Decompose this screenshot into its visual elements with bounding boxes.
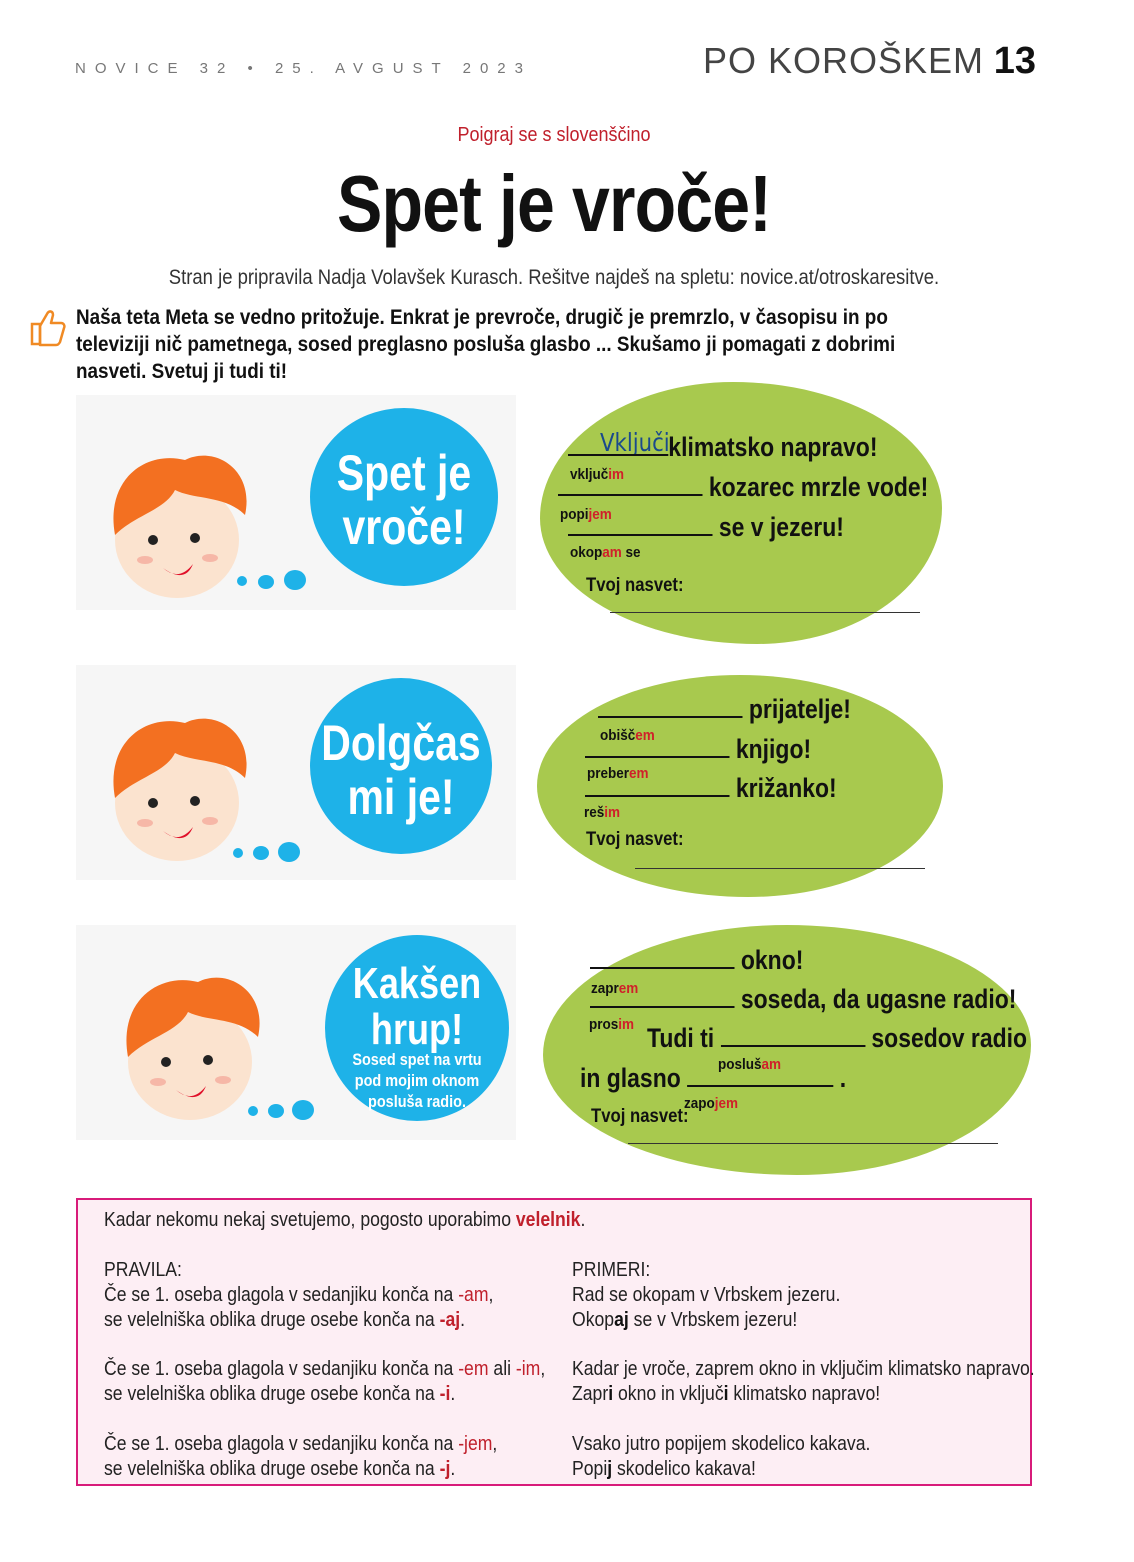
sentence-1-2: kozarec mrzle vode! xyxy=(558,472,928,503)
intro-text: Naša teta Meta se vedno pritožuje. Enkrat je prevroče, drugič je premrzlo, v časopisu in po televiziji nič pametnega, sosed preglasno posluša glasbo ... Skušamo ji pomagati z dobrimi nasveti. Svetuj ji tudi ti! xyxy=(76,306,896,383)
thought-dot xyxy=(284,570,306,590)
thought-dot xyxy=(253,846,269,860)
hint-3-3: poslušam xyxy=(718,1056,782,1073)
hint-1-3: okopam se xyxy=(570,544,641,561)
hint-1-2: popijem xyxy=(560,506,612,523)
hint-2-2: preberem xyxy=(587,765,649,782)
sentence-2-3: križanko! xyxy=(585,773,837,804)
rule-3: Če se 1. oseba glagola v sedanjiku konča na -jem, se velelniška oblika druge osebe konča na -j. xyxy=(104,1433,498,1480)
kicker: Poigraj se s slovenščino xyxy=(457,124,651,146)
boy-face-1 xyxy=(105,440,265,615)
thought-dot xyxy=(292,1100,314,1120)
issue-info: NOVICE 32 • 25. AVGUST 2023 xyxy=(75,60,532,77)
hint-3-1: zaprem xyxy=(591,980,639,997)
hint-1-1: vključim xyxy=(570,466,625,483)
thought-dot xyxy=(233,848,243,858)
rule-2: Če se 1. oseba glagola v sedanjiku konča na -em ali -im, se velelniška oblika druge osebe konča na -i. xyxy=(104,1358,546,1405)
hint-3-2: prosim xyxy=(589,1016,635,1033)
advice-label: Tvoj nasvet: xyxy=(591,1106,689,1127)
sentence-3-1: okno! xyxy=(590,945,803,976)
thought-dot xyxy=(268,1104,284,1118)
speech-bubble-1: Spet je vroče! xyxy=(310,408,498,586)
sentence-2-1: prijatelje! xyxy=(598,694,851,725)
thumbs-up-icon xyxy=(28,304,68,348)
example-3: Vsako jutro popijem skodelico kakava. Popij skodelico kakava! xyxy=(572,1433,871,1480)
primeri-title: PRIMERI: xyxy=(572,1259,651,1281)
thought-dot xyxy=(248,1106,258,1116)
sentence-1-3: se v jezeru! xyxy=(568,512,844,543)
advice-line[interactable] xyxy=(635,868,925,869)
thought-dot xyxy=(237,576,247,586)
sentence-2-2: knjigo! xyxy=(585,734,811,765)
hint-2-1: obiščem xyxy=(600,727,655,744)
advice-label: Tvoj nasvet: xyxy=(586,829,684,850)
sentence-3-2: soseda, da ugasne radio! xyxy=(590,984,1016,1015)
pravila-title: PRAVILA: xyxy=(104,1259,182,1281)
byline: Stran je pripravila Nadja Volavšek Kurasch. Rešitve najdeš na spletu: novice.at/otroskaresitve. xyxy=(168,266,940,289)
section-title: PO KOROŠKEM xyxy=(702,40,984,81)
hint-2-3: rešim xyxy=(584,804,621,821)
grammar-rules-box xyxy=(76,1198,1035,1486)
example-2: Kadar je vroče, zaprem okno in vključim klimatsko napravo. Zapri okno in vključi klimatsko napravo! xyxy=(572,1358,1035,1405)
sentence-3-3: Tudi ti sosedov radio xyxy=(647,1023,1028,1053)
rules-intro: Kadar nekomu nekaj svetujemo, pogosto uporabimo velelnik. xyxy=(104,1209,586,1231)
example-1: Rad se okopam v Vrbskem jezeru. Okopaj se v Vrbskem jezeru! xyxy=(572,1284,841,1331)
rule-1: Če se 1. oseba glagola v sedanjiku konča na -am, se velelniška oblika druge osebe konča na -aj. xyxy=(104,1284,494,1331)
handwritten-answer: Vključi xyxy=(600,428,670,457)
page-title: Spet je vroče! xyxy=(336,159,772,248)
page-number: 13 xyxy=(993,40,1036,82)
sentence-3-4: in glasno . xyxy=(580,1063,847,1093)
hint-3-4: zapojem xyxy=(684,1095,739,1112)
thought-dot xyxy=(278,842,300,862)
advice-line[interactable] xyxy=(610,612,920,613)
thought-dot xyxy=(258,575,274,589)
advice-label: Tvoj nasvet: xyxy=(586,575,684,596)
sentence-1-1: klimatsko napravo! xyxy=(568,432,877,463)
speech-bubble-2: Dolgčas mi je! xyxy=(310,678,492,854)
advice-line[interactable] xyxy=(628,1143,998,1144)
speech-bubble-3: Kakšen hrup! Sosed spet na vrtu pod mojim oknom posluša radio. xyxy=(325,935,509,1121)
